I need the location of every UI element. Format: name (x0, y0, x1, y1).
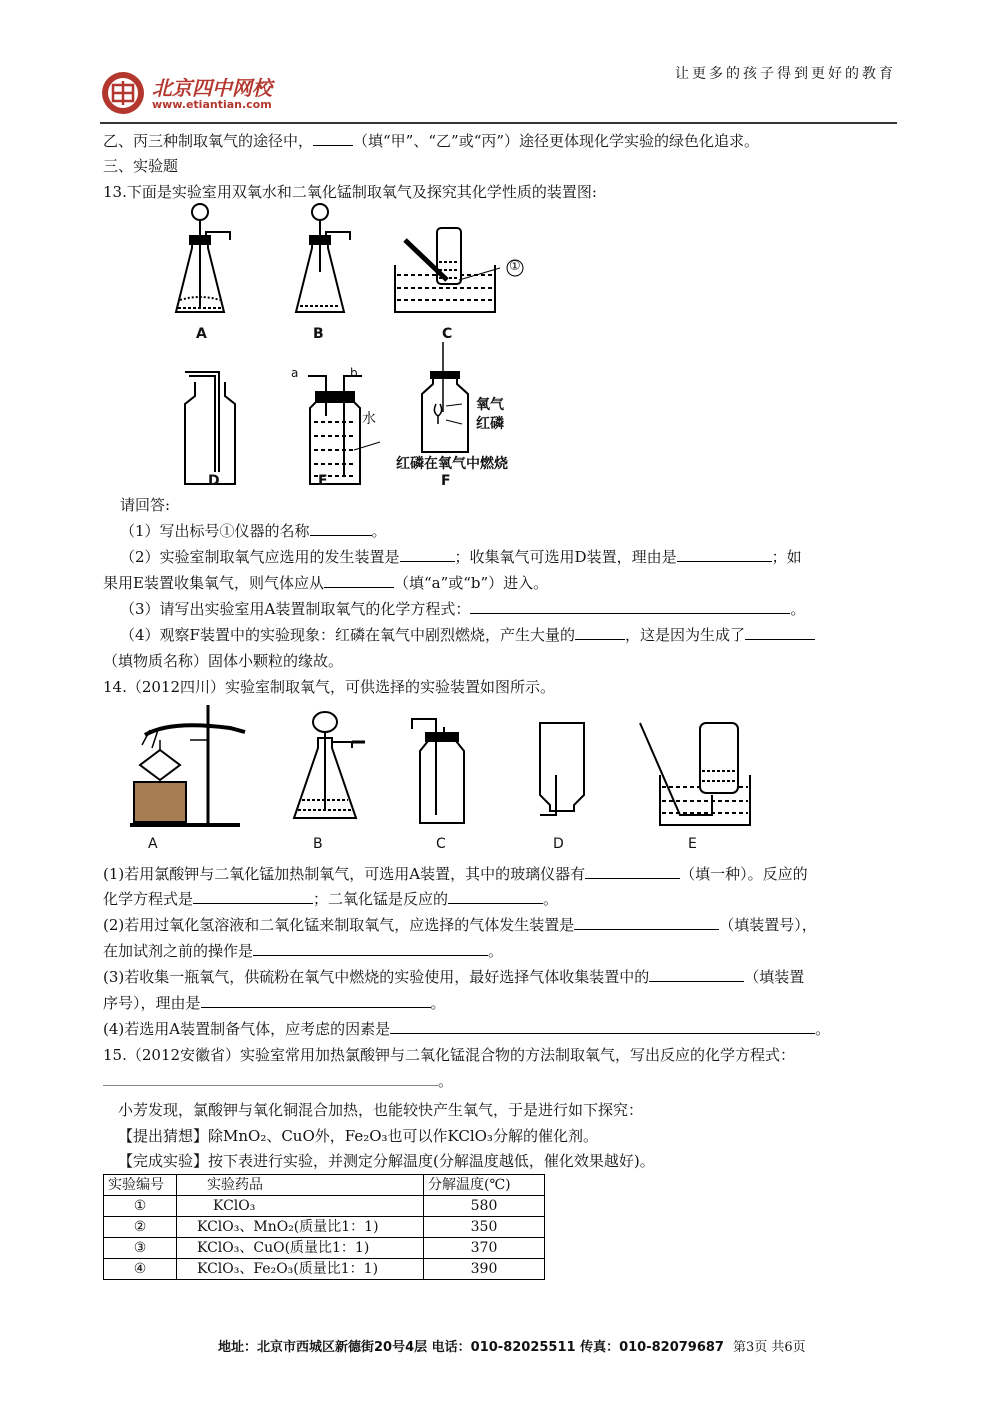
q13-part4-cont: （填物质名称）固体小颗粒的缘故。 (103, 652, 344, 670)
table-cell: 390 (424, 1259, 545, 1280)
q14-stem: 14.（2012四川）实验室制取氧气，可供选择的实验装置如图所示。 (103, 678, 556, 696)
fig14-label-e: E (688, 836, 697, 852)
table-cell: KClO₃、MnO₂(质量比1：1) (177, 1217, 424, 1238)
apparatus-a-flask (176, 204, 230, 312)
q13-stem: 13.下面是实验室用双氧水和二氧化锰制取氧气及探究其化学性质的装置图: (103, 183, 597, 201)
experiment-table (103, 1174, 545, 1280)
q14-part1: (1)若用氯酸钾与二氧化锰加热制氧气，可选用A装置，其中的玻璃仪器有 （填一种）。反应的 (103, 865, 808, 883)
fig13-mark-1: ① (509, 259, 521, 274)
table-header-row (104, 1175, 545, 1196)
q13-part4: （4）观察F装置中的实验现象：红磷在氧气中剧烈燃烧，产生大量的 ，这是因为生成了 (120, 625, 815, 645)
apparatus-e-trough (640, 723, 750, 825)
table-cell: KClO₃、CuO(质量比1：1) (177, 1238, 424, 1259)
q14-part2: (2)若用过氧化氢溶液和二氧化锰来制取氧气，应选择的气体发生装置是 （填装置号）， (103, 916, 817, 934)
q14-part2-cont: 在加试剂之前的操作是 。 (103, 942, 504, 960)
fig13-label-d: D (208, 473, 220, 489)
q12-tail: 乙、丙三种制取氧气的途径中， （填“甲”、“乙”或“丙”）途径更体现化学实验的绿色化追求。 (103, 132, 760, 150)
table-header-cell: 实验编号 (104, 1175, 177, 1196)
footer-page: 第3页 共6页 (733, 1340, 806, 1355)
fig14-label-a: A (148, 836, 158, 852)
q15-experiment: 【完成实验】按下表进行实验，并测定分解温度(分解温度越低，催化效果越好)。 (118, 1152, 655, 1170)
q14-apparatus-figure (120, 700, 760, 830)
table-cell: ② (104, 1217, 177, 1238)
table-row (104, 1238, 545, 1259)
q13-part1: （1）写出标号①仪器的名称 。 (120, 522, 387, 540)
fig13-label-f: F (441, 473, 451, 489)
apparatus-f-bottle (422, 342, 468, 452)
table-row (104, 1196, 545, 1217)
table-header-cell: 分解温度(℃) (424, 1175, 545, 1196)
q15-para-b: 小芳发现，氯酸钾与氧化铜混合加热，也能较快产生氧气，于是进行如下探究： (118, 1101, 644, 1119)
footer-address: 地址：北京市西城区新德街20号4层 电话：010-82025511 传真：010-82079687 (218, 1340, 724, 1355)
logo-url: www.etiantian.com (152, 98, 272, 111)
fig13-label-b: B (313, 326, 324, 342)
section-3-title: 三、实验题 (103, 157, 179, 175)
table-row (104, 1259, 545, 1280)
table-header-cell: 实验药品 (177, 1175, 424, 1196)
q13-part3: （3）请写出实验室用A装置制取氧气的化学方程式： 。 (120, 600, 806, 618)
table-cell: KClO₃、Fe₂O₃(质量比1：1) (177, 1259, 424, 1280)
ask-label: 请回答: (120, 496, 171, 514)
fig14-label-b: B (313, 836, 323, 852)
header-rule (100, 122, 897, 124)
logo (100, 68, 340, 118)
table-cell: ④ (104, 1259, 177, 1280)
table-cell: 350 (424, 1217, 545, 1238)
header-slogan: 让更多的孩子得到更好的教育 (675, 66, 896, 82)
table-cell: ③ (104, 1238, 177, 1259)
q14-part1-cont: 化学方程式是 ；二氧化锰是反应的 。 (103, 890, 559, 908)
apparatus-d-bottle (185, 372, 235, 484)
fig13-f-oxygen: 氧气 (476, 397, 504, 413)
fig14-label-c: C (436, 836, 446, 852)
q13-part2: （2）实验室制取氧气应选用的发生装置是 ；收集氧气可选用D装置，理由是 ；如 (120, 548, 802, 566)
table-cell: ① (104, 1196, 177, 1217)
q13-part2-cont: 果用E装置收集氧气，则气体应从 （填“a”或“b”）进入。 (103, 574, 549, 592)
fig13-e-a: a (291, 366, 299, 380)
q14-part3-cont: 序号），理由是 。 (103, 994, 446, 1012)
logo-emblem-icon (100, 70, 146, 116)
fig13-label-c: C (442, 326, 453, 342)
q15-hypothesis: 【提出猜想】除MnO₂、CuO外，Fe₂O₃也可以作KClO₃分解的催化剂。 (118, 1127, 598, 1145)
table-row (104, 1217, 545, 1238)
fig14-label-d: D (553, 836, 564, 852)
table-cell: 580 (424, 1196, 545, 1217)
fig13-label-e: E (318, 473, 328, 489)
apparatus-c-trough (395, 228, 523, 312)
apparatus-d-bottle (540, 723, 584, 815)
apparatus-c-bottle (412, 719, 464, 823)
q13-apparatus-figure (170, 200, 590, 490)
apparatus-e-bottle (308, 376, 380, 484)
apparatus-b-flask (296, 204, 350, 312)
apparatus-b-flask (294, 712, 365, 818)
table-cell: 370 (424, 1238, 545, 1259)
fig13-f-phosphorus: 红磷 (476, 416, 504, 432)
fig13-e-water: 水 (362, 411, 376, 427)
table-cell: KClO₃ (177, 1196, 424, 1217)
fig13-label-a: A (196, 326, 207, 342)
q14-part3: (3)若收集一瓶氧气，供硫粉在氧气中燃烧的实验使用，最好选择气体收集装置中的 （填装置 (103, 968, 805, 986)
q15-answer-line: 。 (103, 1071, 453, 1091)
q14-part4: (4)若选用A装置制备气体，应考虑的因素是 。 (103, 1020, 831, 1038)
fig13-f-caption: 红磷在氧气中燃烧 (396, 456, 508, 472)
fig13-e-b: b (350, 366, 358, 380)
q15-stem: 15.（2012安徽省）实验室常用加热氯酸钾与二氧化锰混合物的方法制取氧气，写出反应的化学方程式： (103, 1046, 796, 1064)
apparatus-a-heating (130, 705, 245, 825)
logo-text: 北京四中网校 (152, 76, 272, 100)
